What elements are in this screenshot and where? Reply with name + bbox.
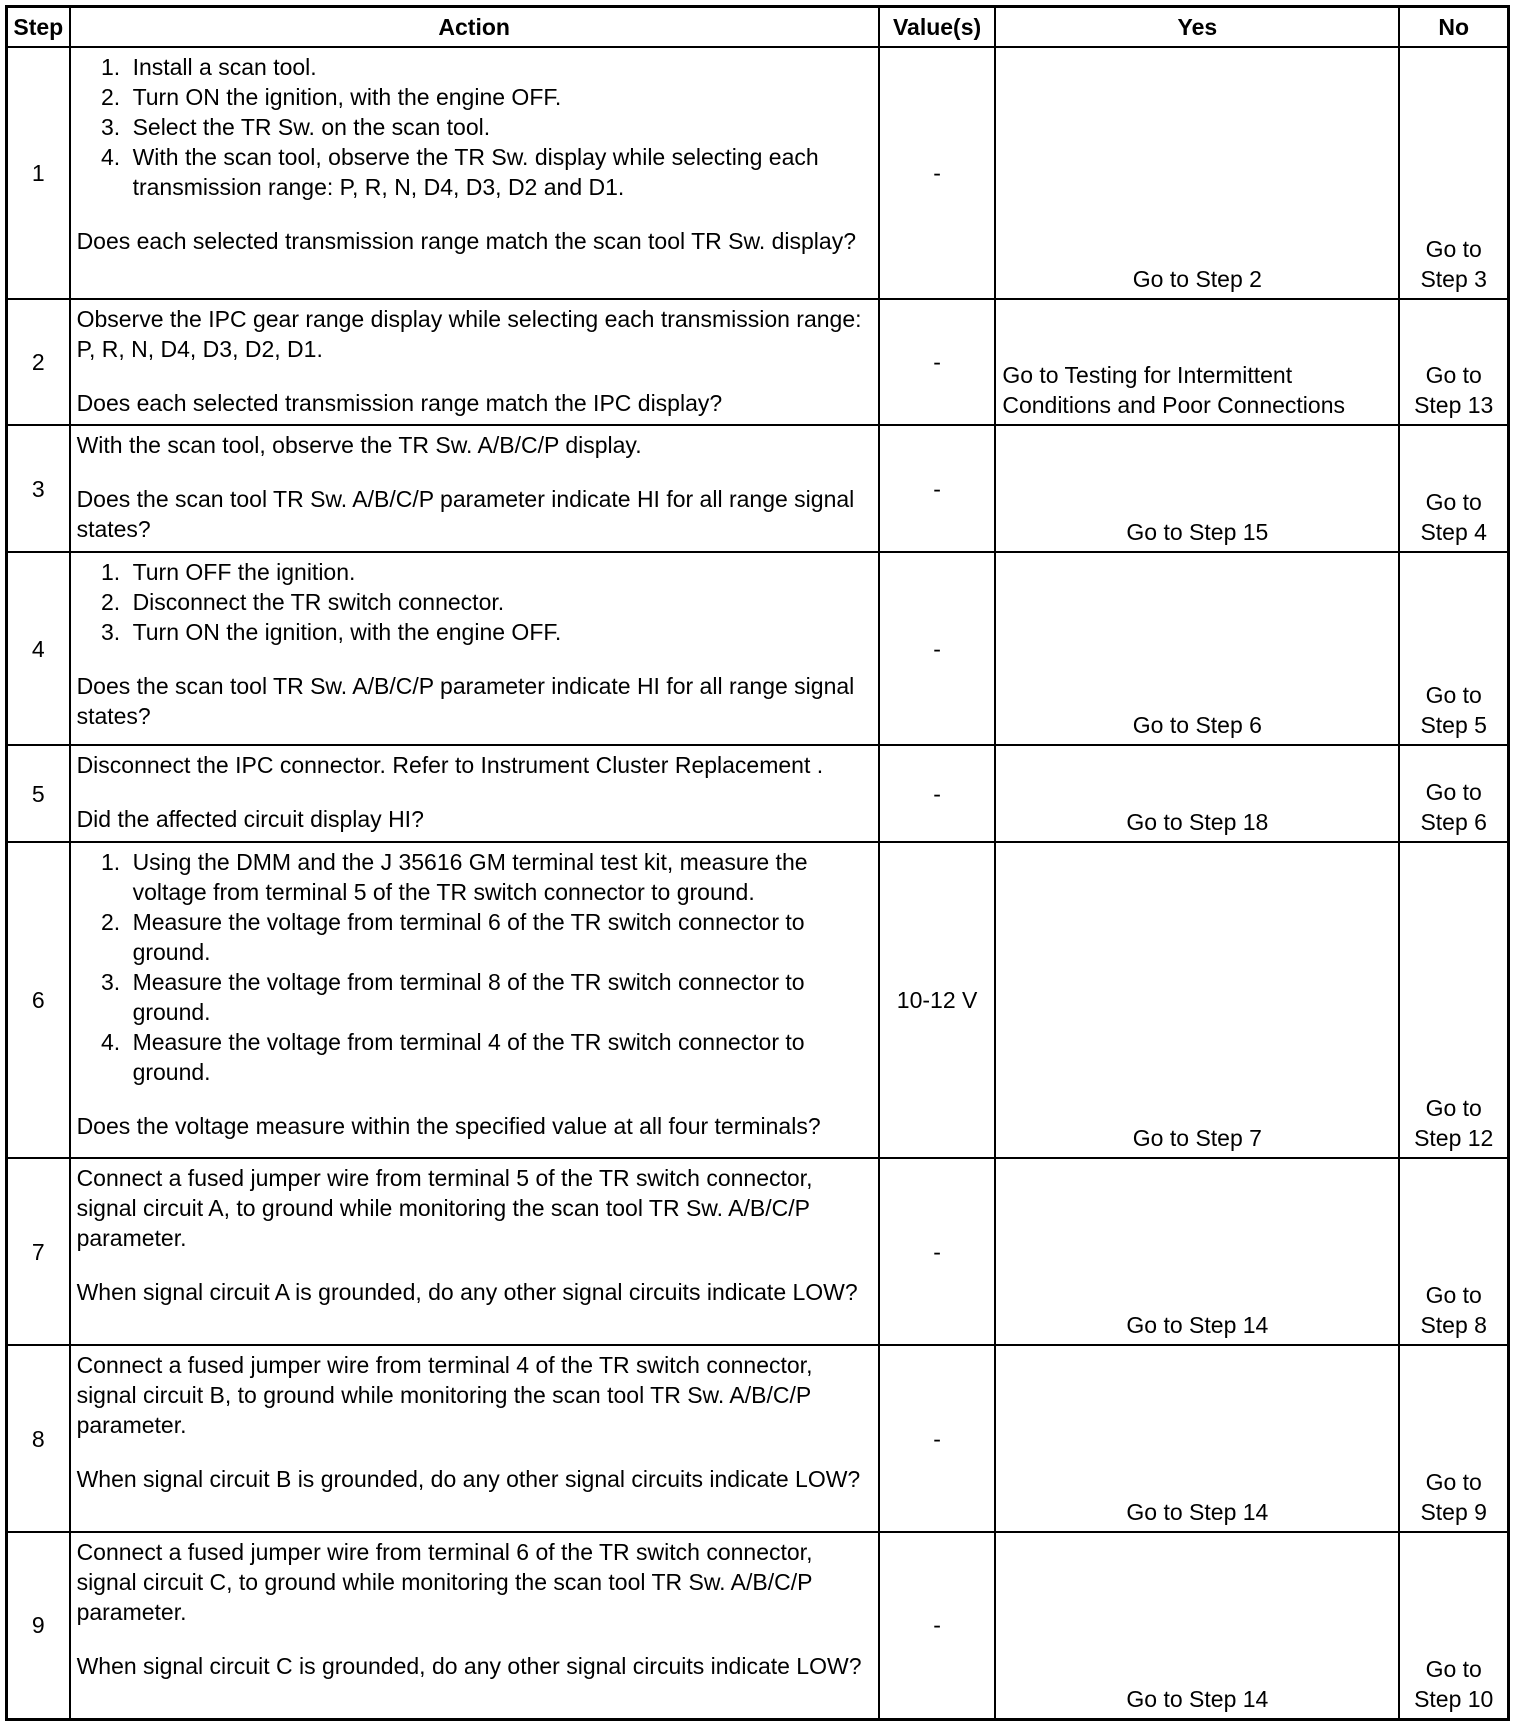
table-row (7, 425, 1509, 552)
value-cell: - (879, 1158, 996, 1345)
diagnostic-steps-table (5, 5, 1510, 1721)
no-cell: Go to Step 4 (1399, 425, 1508, 552)
action-question: When signal circuit A is grounded, do any other signal circuits indicate LOW? (76, 1279, 858, 1305)
step-number: 1 (7, 47, 70, 299)
no-cell: Go to Step 13 (1399, 299, 1508, 425)
header-step: Step (7, 7, 70, 48)
no-cell: Go to Step 5 (1399, 552, 1508, 745)
action-list-item: 1. Turn OFF the ignition. (127, 557, 872, 587)
yes-cell: Go to Testing for Intermittent Conditions and Poor Connections (995, 299, 1399, 425)
table-row (7, 552, 1509, 745)
action-cell (70, 1345, 879, 1532)
action-list-item: 1. Install a scan tool. (127, 52, 872, 82)
action-cell (70, 47, 879, 299)
action-text: Connect a fused jumper wire from terminal 4 of the TR switch connector, signal circuit B, to ground while monitoring the scan tool TR Sw. A/B/C/P parameter. (76, 1352, 813, 1438)
step-number: 4 (7, 552, 70, 745)
header-yes: Yes (995, 7, 1399, 48)
table-header-row (7, 7, 1509, 48)
no-cell: Go to Step 9 (1399, 1345, 1508, 1532)
no-cell: Go to Step 10 (1399, 1532, 1508, 1719)
action-list (77, 847, 872, 1087)
table-row (7, 1345, 1509, 1532)
action-text: Observe the IPC gear range display while selecting each transmission range: P, R, N, D4, D3, D2, D1. (76, 306, 862, 362)
no-cell: Go to Step 12 (1399, 842, 1508, 1158)
action-question: Does the scan tool TR Sw. A/B/C/P parameter indicate HI for all range signal states? (76, 673, 855, 729)
action-list-item: 2. Measure the voltage from terminal 6 of the TR switch connector to ground. (127, 907, 872, 967)
action-list (77, 557, 872, 647)
action-cell (70, 1532, 879, 1719)
action-list-item: 4. Measure the voltage from terminal 4 of the TR switch connector to ground. (127, 1027, 872, 1087)
action-cell (70, 552, 879, 745)
step-number: 8 (7, 1345, 70, 1532)
yes-cell: Go to Step 6 (995, 552, 1399, 745)
table-row (7, 842, 1509, 1158)
action-question: Does each selected transmission range match the IPC display? (76, 390, 723, 416)
table-row (7, 299, 1509, 425)
header-no: No (1399, 7, 1508, 48)
value-cell: - (879, 1532, 996, 1719)
yes-cell: Go to Step 14 (995, 1158, 1399, 1345)
action-text: Connect a fused jumper wire from terminal 6 of the TR switch connector, signal circuit C, to ground while monitoring the scan tool TR Sw. A/B/C/P parameter. (76, 1539, 813, 1625)
no-cell: Go to Step 3 (1399, 47, 1508, 299)
action-text: Disconnect the IPC connector. Refer to Instrument Cluster Replacement . (76, 752, 824, 778)
no-cell: Go to Step 8 (1399, 1158, 1508, 1345)
action-text: With the scan tool, observe the TR Sw. A/B/C/P display. (76, 432, 642, 458)
yes-cell: Go to Step 15 (995, 425, 1399, 552)
value-cell: - (879, 1345, 996, 1532)
value-cell: - (879, 47, 996, 299)
header-values: Value(s) (879, 7, 996, 48)
value-cell: - (879, 745, 996, 842)
action-question: When signal circuit C is grounded, do any other signal circuits indicate LOW? (76, 1653, 862, 1679)
table-row (7, 745, 1509, 842)
value-cell: - (879, 425, 996, 552)
yes-cell: Go to Step 14 (995, 1345, 1399, 1532)
step-number: 9 (7, 1532, 70, 1719)
yes-cell: Go to Step 7 (995, 842, 1399, 1158)
action-question: Does the voltage measure within the specified value at all four terminals? (76, 1113, 821, 1139)
step-number: 2 (7, 299, 70, 425)
action-list-item: 3. Turn ON the ignition, with the engine OFF. (127, 617, 872, 647)
action-question: When signal circuit B is grounded, do any other signal circuits indicate LOW? (76, 1466, 861, 1492)
action-cell (70, 299, 879, 425)
step-number: 5 (7, 745, 70, 842)
action-list (77, 52, 872, 202)
action-cell (70, 425, 879, 552)
step-number: 3 (7, 425, 70, 552)
step-number: 6 (7, 842, 70, 1158)
action-question: Does each selected transmission range match the scan tool TR Sw. display? (76, 228, 856, 254)
value-cell: - (879, 299, 996, 425)
action-list-item: 3. Measure the voltage from terminal 8 of the TR switch connector to ground. (127, 967, 872, 1027)
action-list-item: 3. Select the TR Sw. on the scan tool. (127, 112, 872, 142)
no-cell: Go to Step 6 (1399, 745, 1508, 842)
yes-cell: Go to Step 2 (995, 47, 1399, 299)
action-list-item: 1. Using the DMM and the J 35616 GM terminal test kit, measure the voltage from terminal 5 of the TR switch connector to ground. (127, 847, 872, 907)
value-cell: 10-12 V (879, 842, 996, 1158)
action-cell (70, 842, 879, 1158)
yes-cell: Go to Step 18 (995, 745, 1399, 842)
action-list-item: 2. Disconnect the TR switch connector. (127, 587, 872, 617)
table-row (7, 47, 1509, 299)
table-row (7, 1532, 1509, 1719)
action-list-item: 4. With the scan tool, observe the TR Sw. display while selecting each transmission range: P, R, N, D4, D3, D2 and D1. (127, 142, 872, 202)
action-text: Connect a fused jumper wire from terminal 5 of the TR switch connector, signal circuit A, to ground while monitoring the scan tool TR Sw. A/B/C/P parameter. (76, 1165, 813, 1251)
header-action: Action (70, 7, 879, 48)
diagnostic-table-page (5, 5, 1515, 1721)
value-cell: - (879, 552, 996, 745)
action-question: Does the scan tool TR Sw. A/B/C/P parameter indicate HI for all range signal states? (76, 486, 855, 542)
action-cell (70, 745, 879, 842)
action-question: Did the affected circuit display HI? (76, 806, 424, 832)
table-row (7, 1158, 1509, 1345)
action-list-item: 2. Turn ON the ignition, with the engine OFF. (127, 82, 872, 112)
action-cell (70, 1158, 879, 1345)
step-number: 7 (7, 1158, 70, 1345)
yes-cell: Go to Step 14 (995, 1532, 1399, 1719)
